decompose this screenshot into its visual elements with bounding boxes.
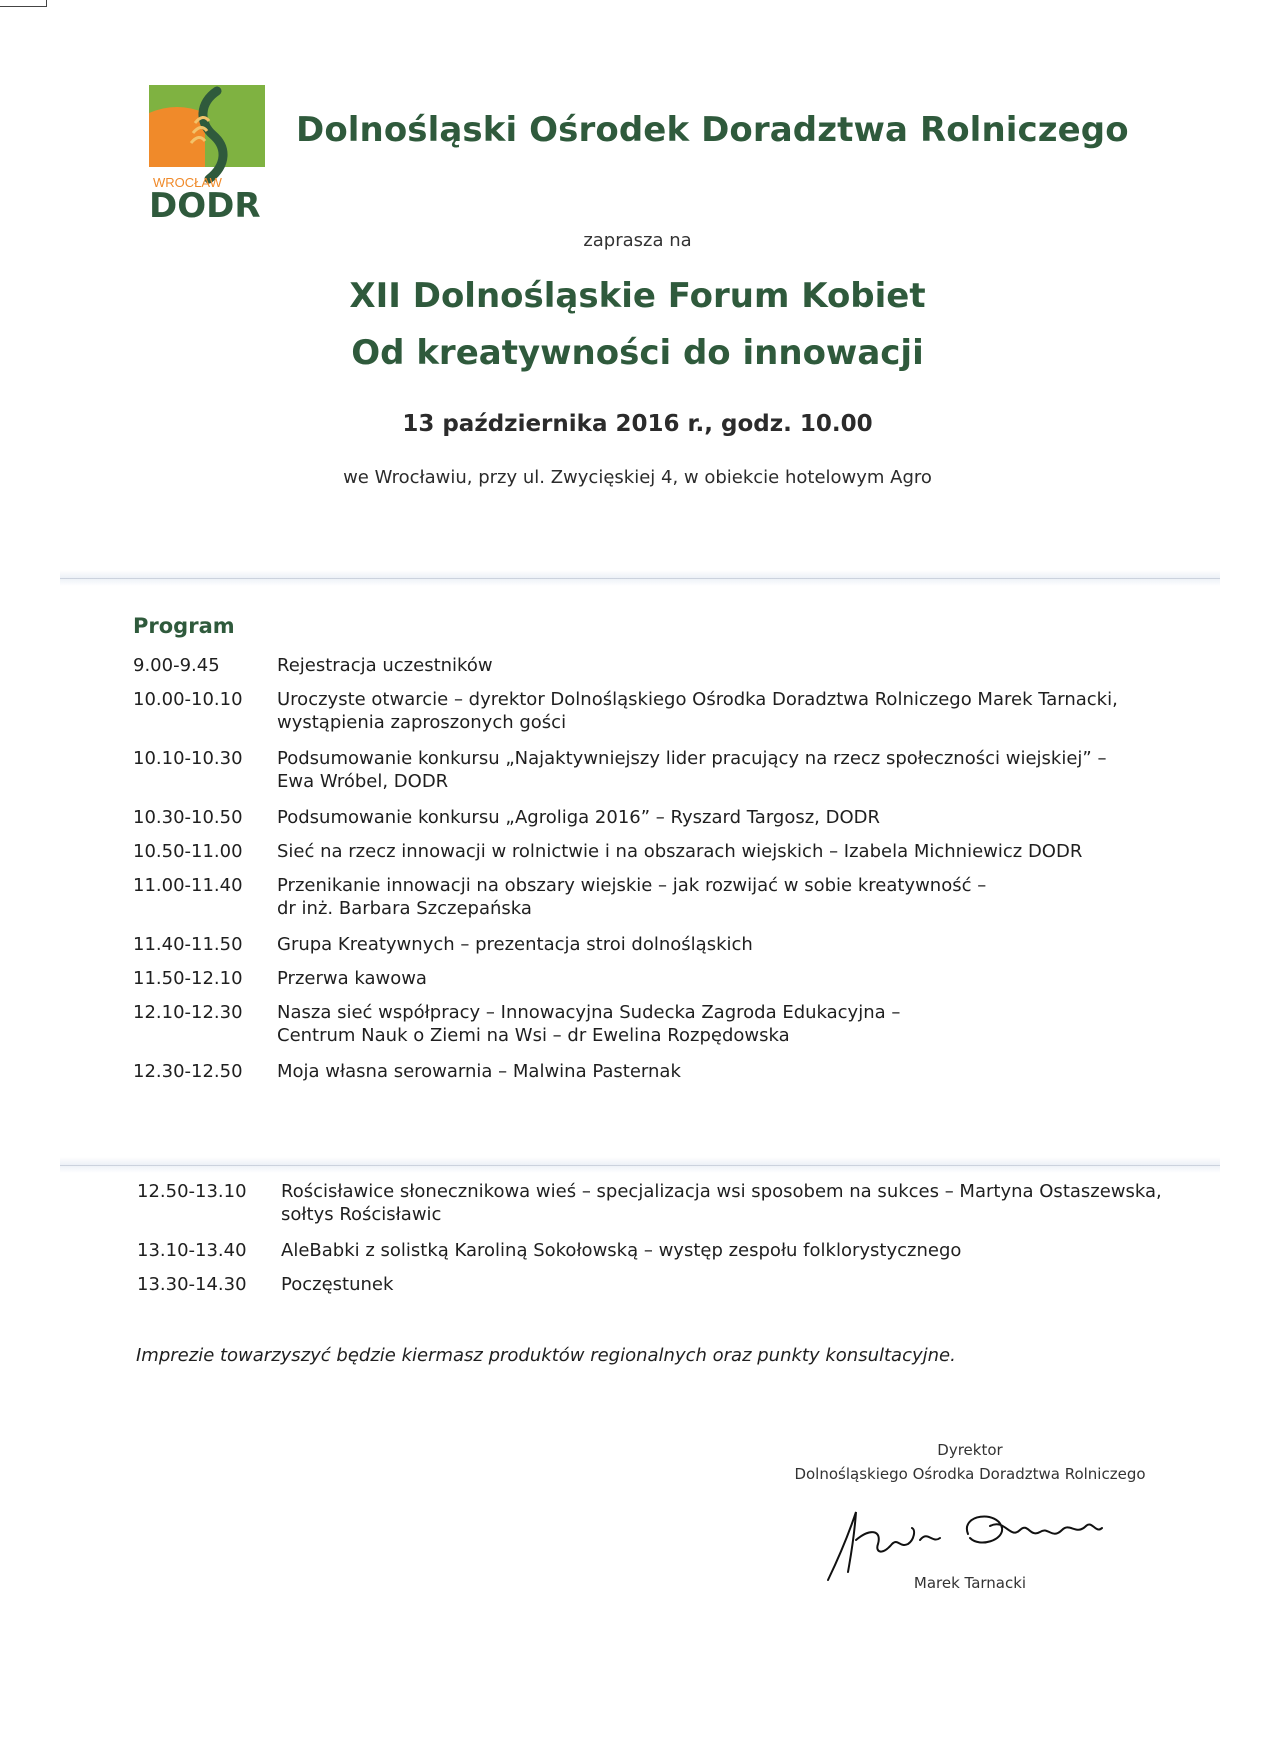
event-subtitle: Od kreatywności do innowacji bbox=[351, 333, 924, 373]
agenda-description-line: Uroczyste otwarcie – dyrektor Dolnośląskiego Ośrodka Doradztwa Rolniczego Marek Tarnacki, bbox=[277, 689, 1118, 710]
agenda-description-line: sołtys Rościsławic bbox=[281, 1204, 442, 1225]
signatory-name: Marek Tarnacki bbox=[913, 1574, 1027, 1592]
agenda-description-line: Przenikanie innowacji na obszary wiejskie – jak rozwijać w sobie kreatywność – bbox=[277, 875, 987, 896]
agenda-description-line: Rejestracja uczestników bbox=[277, 655, 493, 676]
agenda-description bbox=[277, 654, 1197, 677]
agenda-description-line: Poczęstunek bbox=[281, 1274, 394, 1295]
event-venue: we Wrocławiu, przy ul. Zwycięskiej 4, w obiekcie hotelowym Agro bbox=[343, 467, 932, 488]
agenda-time: 10.50-11.00 bbox=[133, 841, 243, 862]
agenda-time: 13.10-13.40 bbox=[137, 1240, 247, 1261]
agenda-description bbox=[281, 1273, 1201, 1296]
agenda-description bbox=[277, 933, 1197, 956]
paper-fold-line bbox=[60, 570, 1220, 586]
agenda-description-line: Sieć na rzecz innowacji w rolnictwie i na obszarach wiejskich – Izabela Michniewicz DODR bbox=[277, 841, 1083, 862]
program-heading: Program bbox=[133, 614, 235, 638]
agenda-description-line: Nasza sieć współpracy – Innowacyjna Sudecka Zagroda Edukacyjna – bbox=[277, 1002, 901, 1023]
signatory-organization: Dolnośląskiego Ośrodka Doradztwa Rolniczego bbox=[794, 1465, 1146, 1483]
agenda-description bbox=[277, 874, 1197, 920]
agenda-description bbox=[281, 1180, 1201, 1226]
dodr-logo bbox=[147, 83, 267, 221]
agenda-description bbox=[277, 688, 1197, 734]
agenda-description-line: Grupa Kreatywnych – prezentacja stroi dolnośląskich bbox=[277, 934, 753, 955]
agenda-time: 11.40-11.50 bbox=[133, 934, 243, 955]
agenda-description-line: Przerwa kawowa bbox=[277, 968, 427, 989]
agenda-description-line: Rościsławice słonecznikowa wieś – specjalizacja wsi sposobem na sukces – Martyna Ostaszewska, bbox=[281, 1181, 1162, 1202]
agenda-description bbox=[277, 1001, 1197, 1047]
agenda-description bbox=[277, 1060, 1197, 1083]
agenda-description-line: wystąpienia zaproszonych gości bbox=[277, 712, 567, 733]
paper-fold-line bbox=[60, 1157, 1220, 1173]
agenda-description bbox=[277, 840, 1197, 863]
scan-corner-mark bbox=[0, 0, 47, 7]
invites-text: zaprasza na bbox=[583, 230, 692, 251]
agenda-description bbox=[277, 747, 1197, 793]
organization-name: Dolnośląski Ośrodek Doradztwa Rolniczego bbox=[296, 110, 1129, 150]
agenda-time: 12.10-12.30 bbox=[133, 1002, 243, 1023]
agenda-time: 11.50-12.10 bbox=[133, 968, 243, 989]
agenda-time: 13.30-14.30 bbox=[137, 1274, 247, 1295]
agenda-description-line: Centrum Nauk o Ziemi na Wsi – dr Ewelina Rozpędowska bbox=[277, 1025, 790, 1046]
agenda-description-line: Ewa Wróbel, DODR bbox=[277, 771, 449, 792]
logo-abbr: DODR bbox=[149, 186, 261, 221]
event-title: XII Dolnośląskie Forum Kobiet bbox=[349, 276, 926, 316]
agenda-description-line: Podsumowanie konkursu „Najaktywniejszy lider pracujący na rzecz społeczności wiejskiej” – bbox=[277, 748, 1107, 769]
event-date: 13 października 2016 r., godz. 10.00 bbox=[402, 411, 873, 437]
agenda-description bbox=[277, 806, 1197, 829]
agenda-time: 10.30-10.50 bbox=[133, 807, 243, 828]
agenda-description-line: Moja własna serowarnia – Malwina Pasternak bbox=[277, 1061, 681, 1082]
event-note: Imprezie towarzyszyć będzie kiermasz produktów regionalnych oraz punkty konsultacyjne. bbox=[136, 1345, 956, 1366]
agenda-time: 9.00-9.45 bbox=[133, 655, 220, 676]
agenda-description-line: dr inż. Barbara Szczepańska bbox=[277, 898, 532, 919]
agenda-time: 10.10-10.30 bbox=[133, 748, 243, 769]
agenda-time: 11.00-11.40 bbox=[133, 875, 243, 896]
agenda-description-line: AleBabki z solistką Karoliną Sokołowską – występ zespołu folklorystycznego bbox=[281, 1240, 962, 1261]
agenda-description bbox=[277, 967, 1197, 990]
agenda-time: 12.30-12.50 bbox=[133, 1061, 243, 1082]
agenda-description bbox=[281, 1239, 1201, 1262]
agenda-time: 12.50-13.10 bbox=[137, 1181, 247, 1202]
agenda-time: 10.00-10.10 bbox=[133, 689, 243, 710]
signatory-title: Dyrektor bbox=[937, 1441, 1003, 1459]
logo-city: WROCŁAW bbox=[153, 175, 222, 190]
agenda-description-line: Podsumowanie konkursu „Agroliga 2016” – Ryszard Targosz, DODR bbox=[277, 807, 880, 828]
